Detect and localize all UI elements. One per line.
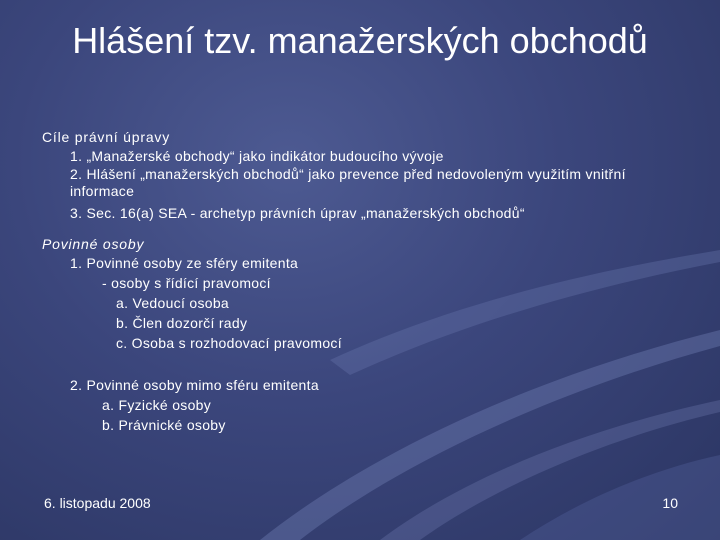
group2-title: 2. Povinné osoby mimo sféru emitenta [70, 377, 319, 393]
footer-date: 6. listopadu 2008 [44, 495, 151, 511]
section-heading-obliged-persons: Povinné osoby [42, 236, 145, 252]
goals-item-2: 2. Hlášení „manažerských obchodů“ jako prevence před nedovoleným využitím vnitřní informace [70, 166, 626, 199]
group2-item-b: b. Právnické osoby [102, 417, 226, 433]
goals-item-3: 3. Sec. 16(a) SEA - archetyp právních úprav „manažerských obchodů“ [70, 205, 525, 221]
group1-item-c: c. Osoba s rozhodovací pravomocí [116, 335, 342, 351]
slide-title: Hlášení tzv. manažerských obchodů [72, 20, 648, 61]
group1-item-a: a. Vedoucí osoba [116, 295, 229, 311]
section-heading-goals: Cíle právní úpravy [42, 129, 171, 145]
group1-subtitle: - osoby s řídící pravomocí [102, 275, 271, 291]
group2-item-a: a. Fyzické osoby [102, 397, 212, 413]
group1-title: 1. Povinné osoby ze sféry emitenta [70, 255, 299, 271]
slide-body [42, 128, 692, 435]
group1-item-b: b. Člen dozorčí rady [116, 315, 248, 331]
goals-item-1: 1. „Manažerské obchody“ jako indikátor budoucího vývoje [70, 148, 444, 164]
page-number: 10 [662, 495, 678, 511]
